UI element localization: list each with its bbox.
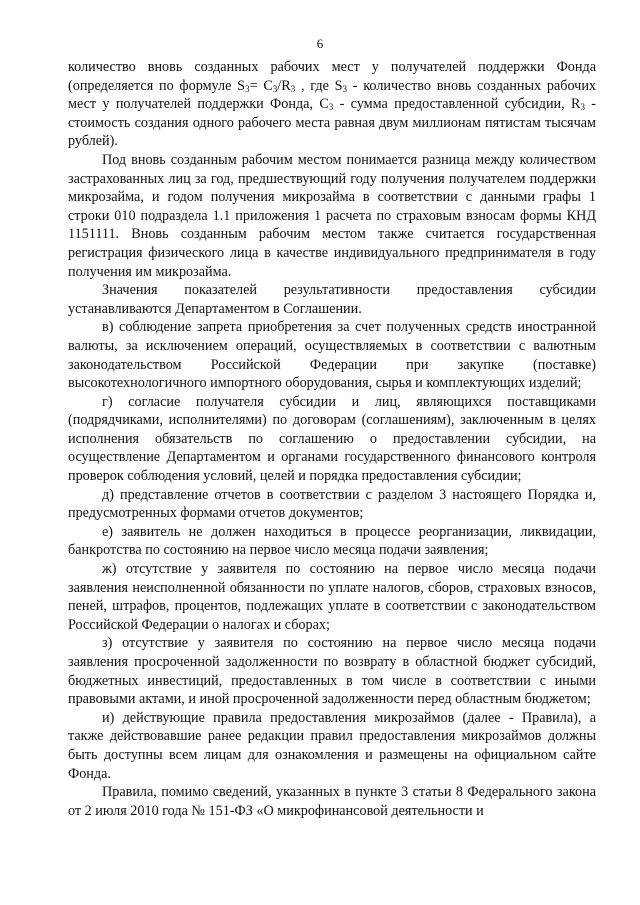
document-body bbox=[68, 58, 596, 820]
formula-subscript: 3 bbox=[342, 83, 348, 94]
formula-subscript: 3 bbox=[328, 102, 334, 113]
paragraph-item-d: д) представление отчетов в соответствии с разделом 3 настоящего Порядка и, предусмотренных формами отчетов документов; bbox=[68, 486, 596, 522]
paragraph-new-workplace-definition: Под вновь созданным рабочим местом понимается разница между количеством застрахованных лиц за год, предшествующий году получения получателем поддержки микрозайма, и годом получения микрозайма в соответствии с данными графы 1 строки 010 подраздела 1.1 приложения 1 расчета по страховым взносам формы КНД 1151111. Вновь созданным рабочим местом также считается государственная регистрация физического лица в качестве индивидуального предпринимателя в году получения им микрозайма. bbox=[68, 151, 596, 280]
paragraph-item-zh: ж) отсутствие у заявителя по состоянию на первое число месяца подачи заявления неисполненной обязанности по уплате налогов, сборов, страховых взносов, пеней, штрафов, процентов, подлежащих уплате в соответствии с законодательством Российской Федерации о налогах и сборах; bbox=[68, 561, 596, 633]
formula-text: - стоимость создания одного рабочего места равная двум миллионам пятистам тысячам рублей). bbox=[68, 96, 596, 150]
paragraph-indicator-values: Значения показателей результативности предоставления субсидии устанавливаются Департаментом в Соглашении. bbox=[68, 282, 596, 317]
paragraph-item-e: е) заявитель не должен находиться в процессе реорганизации, ликвидации, банкротства по состоянию на первое число месяца подачи заявления; bbox=[68, 523, 596, 559]
paragraph-item-g: г) согласие получателя субсидии и лиц, являющихся поставщиками (подрядчиками, исполнителями) по договорам (соглашениям), заключенным в целях исполнения обязательств по соглашению о предоставлении субсидии, на осуществление Департаментом и органами государственного финансового контроля проверок соблюдения условий, целей и порядка предоставления субсидии; bbox=[68, 393, 596, 485]
formula-text: - количество вновь созданных рабочих мест у получателей поддержки Фонда, С bbox=[68, 77, 597, 113]
formula-subscript: 3 bbox=[290, 83, 296, 94]
formula-text: /R bbox=[277, 77, 291, 94]
page-number: 6 bbox=[316, 36, 324, 51]
formula-text: , где S bbox=[295, 77, 343, 94]
formula-subscript: 3 bbox=[245, 83, 250, 94]
formula-text: = С bbox=[249, 77, 273, 94]
formula-text: - сумма предоставленной субсидии, R bbox=[333, 96, 581, 113]
paragraph-rules: Правила, помимо сведений, указанных в пункте 3 статьи 8 Федерального закона от 2 июля 2010 года № 151-ФЗ «О микрофинансовой деятельности и bbox=[68, 784, 596, 819]
paragraph-item-v: в) соблюдение запрета приобретения за счет полученных средств иностранной валюты, за исключением операций, осуществляемых в соответствии с валютным законодательством Российской Федерации при закупке (поставке) высокотехнологичного импортного оборудования, сырья и комплектующих изделий; bbox=[68, 319, 596, 392]
formula-subscript: 3 bbox=[272, 83, 278, 94]
formula-subscript: 3 bbox=[580, 102, 585, 113]
paragraph-formula-continuation bbox=[68, 58, 596, 151]
paragraph-item-z: з) отсутствие у заявителя по состоянию на первое число месяца подачи заявления просроченной задолженности по возврату в областной бюджет субсидий, бюджетных инвестиций, предоставленных в том числе в соответствии с иными правовыми актами, и иной просроченной задолженности перед областным бюджетом; bbox=[68, 635, 596, 708]
formula-text: количество вновь созданных рабочих мест у получателей поддержки Фонда (определяется по формуле S bbox=[68, 59, 596, 94]
paragraph-item-i: и) действующие правила предоставления микрозаймов (далее - Правила), а также действовавшие ранее редакции правил предоставления микрозаймов должны быть доступны всем лицам для ознакомления и размещены на официальном сайте Фонда. bbox=[68, 709, 596, 782]
